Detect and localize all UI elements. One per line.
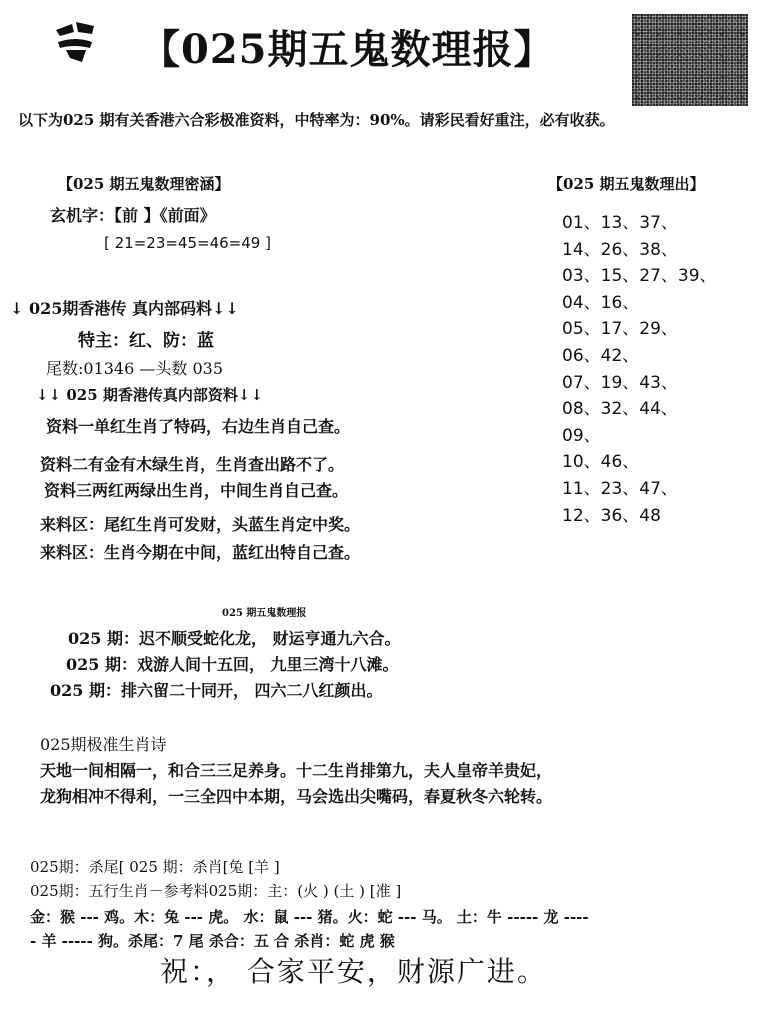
insider-item-2: 资料二有金有木绿生肖，生肖查出路不了。 [40,455,345,474]
logo-mark [52,18,98,64]
insider-item-3: 资料三两红两绿出生肖，中间生肖自己查。 [44,481,349,500]
page-title: 【025期五鬼数理报】 [140,26,555,73]
number-row: 08、32、44、 [562,399,678,420]
number-row: 14、26、38、 [562,239,678,260]
intro-text: 以下为025 期有关香港六合彩极准资料，中特率为：90%。请彩民看好重注，必有收获。 [18,111,615,129]
logo-glyph-icon [52,18,98,64]
number-row: 05、17、29、 [562,319,678,340]
main-tip: 特主：红、防：蓝 [78,331,214,351]
tail-head-numbers: 尾数:01346 —头数 035 [46,359,224,378]
number-row: 04、16、 [562,292,640,313]
footer-line-1: 025期：杀尾[ 025 期：杀肖[兔 [羊 ] [30,858,280,876]
numbers-list [562,210,717,529]
numbers-heading: 【025 期五鬼数理出】 [548,175,705,193]
number-row: 11、23、47、 [562,478,678,499]
insider-item-4: 来料区：尾红生肖可发财，头蓝生肖定中奖。 [40,515,361,534]
number-row: 01、13、37、 [562,213,678,233]
mystery-label: 玄机字：【前 】《前面》 [50,206,216,225]
poem-line-2: 025 期：戏游人间十五回， 九里三湾十八滩。 [66,655,399,674]
number-row: 12、36、48 [562,505,661,526]
insider-heading-2: ↓↓ 025 期香港传真内部资料↓↓ [36,386,264,404]
insider-item-5: 来料区：生肖今期在中间，蓝红出特自己查。 [40,543,361,562]
footer-line-2: 025期：五行生肖－参考料025期：主：(火 ) (土 ) [准 ] [30,882,402,900]
insider-heading-1: ↓ 025期香港传 真内部码料↓↓ [10,299,239,318]
poem-line-1: 025 期：迟不顺受蛇化龙， 财运亨通九六合。 [68,629,401,648]
number-row: 07、19、43、 [562,372,678,393]
footer-line-4: - 羊 ----- 狗。杀尾：7 尾 杀合：五 合 杀肖：蛇 虎 猴 [30,932,395,950]
footer-line-3: 金：猴 --- 鸡。木：兔 --- 虎。 水：鼠 --- 猪。火：蛇 --- 马。 土：牛 ----- 龙 ---- [30,908,589,926]
zodiac-poem-heading: 025期极准生肖诗 [40,735,167,754]
blessing: 祝：， 合家平安，财源广进。 [160,955,547,988]
mystery-numbers: [ 21=23=45=46=49 ] [104,234,271,252]
secret-heading: 【025 期五鬼数理密涵】 [58,175,230,193]
number-row: 10、46、 [562,452,640,473]
number-row: 03、15、27、39、 [562,266,717,287]
zodiac-poem-line-2: 龙狗相冲不得利，一三全四中本期，马会选出尖嘴码，春夏秋冬六轮转。 [40,787,553,806]
insider-item-1: 资料一单红生肖了特码，右边生肖自己查。 [46,417,351,436]
poem-caption: 025 期五鬼数理报 [222,608,307,619]
number-row: 06、42、 [562,345,640,366]
number-row: 09、 [562,425,601,446]
poem-line-3: 025 期：排六留二十同开， 四六二八红颜出。 [50,681,383,700]
zodiac-poem-line-1: 天地一间相隔一，和合三三足养身。十二生肖排第九，夫人皇帝羊贵妃， [40,761,553,780]
noise-image [632,14,748,106]
